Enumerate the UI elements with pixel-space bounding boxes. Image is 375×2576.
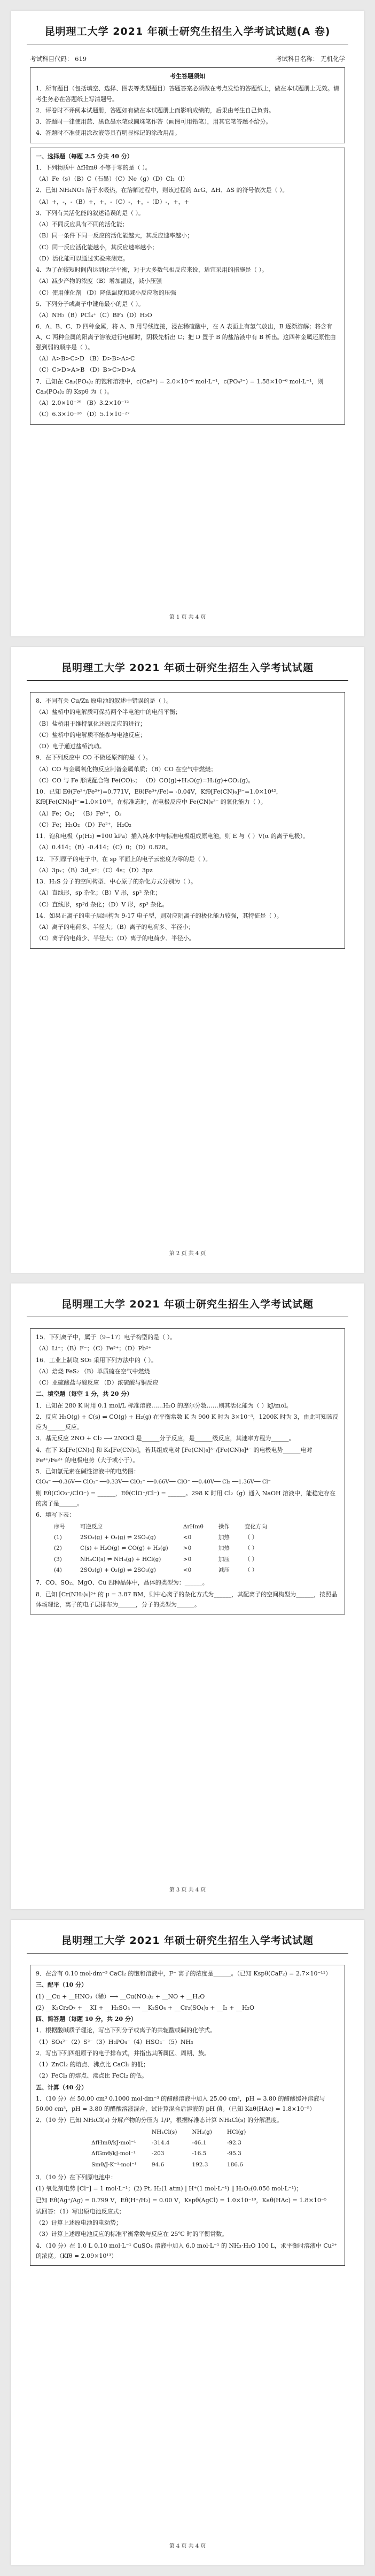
question-line: 6．A、B、C、D 四种金属，将 A、B 用导线连接，浸在稀硫酸中，在 A 表面上有氢气放出，B 逐渐溶解；将含有 A、C 两种金属的阳离子溶液进行电解时，阴极先析出 C；把 D 置于 B 的盐溶液中有 B 析出。这四种金属还原性由强到弱的顺序是（ ）。: [36, 323, 336, 351]
question-line: 2．（10 分）已知 NH₄Cl(s) 分解产物的分压为 1/P，根据标准态计算 NH₄Cl(s) 的分解温度。: [36, 2117, 283, 2124]
question-line: （A）Li⁺；（B）F⁻；（C）Fe³⁺；（D）Pb²⁺: [36, 1345, 152, 1352]
question-line: 试回答：（1）写出原电池反应式；: [36, 2208, 125, 2215]
question-line: （A）盐桥中的电解质可保持两个半电池中的电荷平衡；: [36, 709, 181, 716]
questions-frame: [30, 692, 345, 949]
table-cell: 2SO₂(g) + O₂(g) ⇌ 2SO₃(g): [80, 1534, 156, 1541]
table-header: 可逆反应: [80, 1523, 103, 1530]
question-line: （2）FeCl₃ 的熔点、沸点比 FeCl₂ 的低。: [36, 2072, 148, 2080]
question-line: （A）0.414；（B）-0.414；（C）0；（D）0.828。: [36, 844, 171, 851]
table-cell: -46.1: [192, 2139, 207, 2146]
instruction-item: 4．答题时不准使用涂改液等具有明显标记的涂改用品。: [36, 129, 181, 137]
section-heading: 二、填空题（每空 1 分，共 20 分）: [36, 1390, 133, 1398]
table-cell: （ ）: [244, 1545, 258, 1552]
exam-meta: [30, 53, 345, 64]
question-line: 4．（10 分）在 1.0 L 0.10 mol·L⁻¹ CuSO₄ 溶液中加入 6.0 mol·L⁻¹ 的 NH₃·H₂O 100 L，求平衡时溶液中 Cu²⁺ 的浓度。（Kfθ = 2.09×10¹³）: [36, 2242, 338, 2259]
table-cell: 186.6: [226, 2161, 243, 2168]
question-line: （C）Fe；H₂O₂ （D）Fe²⁺，H₂O₂: [36, 821, 131, 828]
table-row: [84, 2137, 253, 2148]
question-line: （2）计算上述原电池的电动势；: [36, 2219, 122, 2226]
question-line: （C）使用催化剂 （D）降低温度和减小反应物的压强: [36, 289, 176, 296]
question-line: （3）计算上述原电池反应的标准平衡常数与反应在 25℃ 时的平衡常数。: [36, 2231, 228, 2238]
table-cell: 加热: [218, 1534, 230, 1541]
table-header: ΔrHmθ: [183, 1523, 204, 1530]
title-divider: [27, 680, 348, 681]
questions-frame: [30, 1328, 345, 1614]
page-footer: 第 2 页 共 4 页: [169, 1251, 206, 1257]
questions-frame: [30, 1965, 345, 2266]
table-header-row: [46, 1521, 275, 1532]
table-cell: 加热: [218, 1545, 230, 1552]
question-line: （D）活化能可以通过实验来测定。: [36, 255, 129, 262]
table-cell: (1): [54, 1534, 62, 1541]
thermo-data-table: [84, 2127, 253, 2171]
page-footer: 第 1 页 共 4 页: [169, 614, 206, 620]
table-header-row: [84, 2127, 253, 2137]
question-line: （A）减少产物的浓度（B）增加温度，减小压强: [36, 278, 162, 285]
question-line: 15．下列离子中，属于（9~17）电子构型的是（ ）。: [36, 1334, 176, 1341]
table-header: NH₃(g): [192, 2128, 212, 2135]
question-line: 5．已知氯元素在碱性溶液中的电势图：: [36, 1468, 139, 1475]
page-content: [30, 1965, 345, 2266]
question-line: 9．在含有 0.10 mol·dm⁻³ CaCl₂ 的饱和溶液中，F⁻ 离子的浓度是______。（已知 Kspθ(CaF₂) = 2.7×10⁻¹¹）: [36, 1970, 332, 1977]
question-line: 1．已知在 280 K 时用 0.1 mol/L 标准溶液……H₂O 的摩尔分数……则其活化能为（ ）kJ/mol。: [36, 1402, 292, 1409]
table-cell: （ ）: [244, 1567, 258, 1573]
questions-frame: [30, 148, 345, 425]
question-line: 已知 Eθ(Ag⁺/Ag) = 0.799 V，Eθ(H⁺/H₂) = 0.00 V，Kspθ(AgCl) = 1.0×10⁻¹⁰，Kaθ(HAc) = 1.8×10⁻⁵: [36, 2196, 327, 2204]
page-title: 昆明理工大学 2021 年硕士研究生招生入学考试试题: [61, 1298, 314, 1310]
table-cell: （ ）: [244, 1556, 258, 1563]
page-title: 昆明理工大学 2021 年硕士研究生招生入学考试试题: [61, 662, 314, 674]
table-cell: ΔfHmθ/kJ·mol⁻¹: [91, 2139, 136, 2146]
page-footer: 第 4 页 共 4 页: [169, 2543, 206, 2549]
question-line: （A）NH₃（B）PCl₄⁺（C）BF₃（D）H₂O: [36, 312, 152, 319]
question-line: 1．根据酸碱质子理论，写出下列分子或离子的共轭酸或碱的化学式。: [36, 2027, 216, 2034]
question-line: (1) __Cu + __HNO₃（稀）⟶ __Cu(NO₃)₂ + __NO + __H₂O: [36, 1993, 205, 2000]
question-line: （C）6.3×10⁻¹⁸ （D）5.1×10⁻²⁷: [36, 411, 130, 418]
table-header: 操作: [218, 1523, 230, 1530]
table-cell: <0: [183, 1534, 192, 1541]
instruction-item: 3．答题时一律使用蓝、黑色墨水笔或圆珠笔作答（画图可用铅笔），用其它笔答题不给分。: [36, 118, 272, 126]
question-line: 1．（10 分）在 50.00 cm³ 0.1000 mol·dm⁻³ 的醋酸溶液中加入 25.00 cm³，pH = 3.80 的醋酸缓冲溶液与 50.00 cm³，pH = 3.80 的醋酸溶液混合，试计算混合后溶液的 pH 值。（已知 Kaθ(HAc) = 1.8×10⁻⁵）: [36, 2095, 325, 2112]
question-line: （C）离子的电荷少、半径大；（D）离子的电荷少、半径小。: [36, 935, 195, 942]
title-divider: [27, 1953, 348, 1954]
question-line: 2．已知 NH₄NO₃ 溶于水吸热，在溶解过程中，则该过程的 ΔrG、ΔH、ΔS 的符号依次是（ ）。: [36, 187, 288, 194]
question-line: （1）SO₄²⁻（2）S²⁻（3）H₂PO₄⁻（4）HSO₄⁻（5）NH₃: [36, 2038, 193, 2046]
table-cell: （ ）: [244, 1534, 258, 1541]
question-line: 8．已知 [Cr(NH₃)₆]³⁺ 的 μ = 3.87 BM，则中心离子的杂化方式为______，其配离子的空间构型为______，按照晶体场理论，离子的电子层排布为______，分子的类型为______。: [36, 1590, 338, 1608]
question-line: （A）Fe（s）（B）C（石墨）（C）Ne（g）（D）Cl₂（l）: [36, 175, 189, 183]
table-cell: -16.5: [192, 2150, 207, 2157]
question-line: （A）A>B>C>D （B）D>B>A>C: [36, 355, 135, 363]
section-heading: 五、计算（40 分）: [36, 2083, 88, 2091]
page-content: [30, 1328, 345, 1614]
table-cell: 192.3: [192, 2161, 208, 2168]
question-line: (1) 氧化剂电势 [Cl⁻] = 1 mol·L⁻¹；(2) Pt, H₂(1 atm) | H⁺(1 mol·L⁻¹) ‖ H₂O₂(0.056 mol·L⁻¹)；: [36, 2185, 302, 2193]
table-cell: (4): [54, 1567, 62, 1573]
question-line: 14．如果正离子的电子层结构为 9-17 电子型，则对应阴离子的极化能力较强，其特征是（ ）。: [36, 912, 283, 919]
question-line: 2．反应 H₂O(g) + C(s) ⇌ CO(g) + H₂(g) 在平衡常数 K 为 900 K 时为 3×10⁻³，1200K 时为 3，由此可知该反应为______反应。: [36, 1413, 339, 1431]
question-line: （C）CO 与 Fe 形成配合物 Fe(CO)₅； （D）CO(g)+H₂O(g)=H₂(g)+CO₂(g)。: [36, 776, 254, 784]
exam-page-4: [11, 1920, 364, 2565]
table-cell: <0: [183, 1567, 192, 1573]
exam-page-3: [11, 1283, 364, 1909]
table-cell: 减压: [218, 1567, 230, 1573]
question-line: 4．为了在较短时间内达到化学平衡，对于大多数气相反应来说，适宜采用的措施是（ ）。: [36, 266, 268, 274]
subject-code: 考试科目代码： 619: [30, 55, 87, 63]
question-line: （A）不同反应具有不同的活化能；: [36, 221, 128, 228]
question-line: 10．已知 Eθ(Fe³⁺/Fe²⁺)=0.771V，Eθ(Fe³⁺/Fe)= -0.04V，Kfθ[Fe(CN)₆]³⁻=1.0×10⁴²，Kfθ[Fe(CN)₆]⁴⁻=1.0×10³⁵，在标准态时，在电极反应中 Fe(CN)₆³⁻ 的氧化能力（ ）。: [36, 788, 282, 806]
page-content: [30, 692, 345, 949]
table-row: [46, 1543, 275, 1554]
table-cell: 加压: [218, 1556, 230, 1563]
table-header: NH₄Cl(s): [151, 2128, 177, 2135]
table-row: [84, 2159, 253, 2170]
question-line: 16．工业上制取 SO₂ 采用下列方法中的（ ）。: [36, 1356, 157, 1364]
table-header: 变化方向: [244, 1523, 267, 1530]
question-line: (2) __K₂Cr₂O₇ + __KI + __H₂SO₄ ⟶ __K₂SO₄ + __Cr₂(SO₄)₃ + __I₂ + __H₂O: [36, 2004, 254, 2011]
question-line: （A）焙烧 FeS₂ （B）单质硫在空气中燃烧: [36, 1367, 150, 1375]
question-line: 13．H₂S 分子的空间构型、中心原子的杂化方式分别为（ ）。: [36, 878, 197, 885]
exam-page-1: [11, 11, 364, 636]
instructions-box: [30, 67, 345, 143]
table-row: [46, 1532, 275, 1543]
section-heading: 一、选择题（每题 2.5 分共 40 分）: [36, 152, 133, 160]
table-cell: 2SO₂(g) + O₂(g) ⇌ 2SO₃(g): [80, 1567, 156, 1573]
question-line: 12．下列原子的电子中，在 sp 平面上的电子云密度为零的是（ ）。: [36, 855, 212, 863]
table-row: [46, 1565, 275, 1575]
potential-diagram: ClO₄⁻ ──0.36V── ClO₃⁻ ──0.33V── ClO₂⁻ ──0.66V── ClO⁻ ──0.40V── Cl₂ ──1.36V── Cl⁻: [36, 1479, 271, 1486]
instructions-title: 考生答题须知: [170, 73, 205, 80]
table-cell: -203: [151, 2150, 165, 2157]
table-header: 序号: [54, 1523, 65, 1530]
table-cell: -92.3: [226, 2139, 241, 2146]
question-line: （A）+，-，-（B）+，+，-（C）-，+，-（D）-，+，+: [36, 198, 189, 205]
table-cell: -314.4: [151, 2139, 170, 2146]
page-footer: 第 3 页 共 4 页: [169, 1887, 206, 1893]
question-line: 11．饱和电极（p(H₂) =100 kPa）插入纯水中与标准电极组成原电池，则 E 与（ ）V(α 的离子电极）。: [36, 833, 309, 840]
question-line: （D）电子通过盐桥流动。: [36, 743, 105, 750]
question-line: （B）同一条件下同一反应的活化能越大，其反应速率越小；: [36, 232, 193, 240]
question-line: 7．已知在 Ca₃(PO₄)₂ 的饱和溶液中，c(Ca²⁺) = 2.0×10⁻⁶ mol·L⁻¹，c(PO₄³⁻) = 1.58×10⁻⁶ mol·L⁻¹，则 Ca₃(PO₄)₂ 的 Kspθ 为（ ）。: [36, 378, 324, 395]
question-line: （A）CO 与金属氧化物反应制备金属单质；（B）CO 在空气中燃烧；: [36, 765, 217, 773]
table-row: [46, 1554, 275, 1565]
table-cell: -95.3: [226, 2150, 241, 2157]
table-cell: ΔfGmθ/kJ·mol⁻¹: [91, 2150, 136, 2157]
table-cell: >0: [183, 1556, 192, 1563]
question-line: （A）离子的电荷多、半径大；（B）离子的电荷多、半径小；: [36, 924, 194, 931]
question-line: （A）2.0×10⁻²⁹ （B）3.2×10⁻¹²: [36, 399, 129, 407]
table-header: HCl(g): [226, 2128, 246, 2135]
instruction-item: 2．评卷时不评阅本试题册，答题如有做在本试题册上而影响成绩的，后果由考生自己负责。: [36, 106, 275, 114]
table-cell: C(s) + H₂O(g) ⇌ CO(g) + H₂(g): [80, 1545, 168, 1552]
question-line: （C）亚硫酸盐与酸反应 （D）浓硫酸与铜反应: [36, 1379, 159, 1386]
question-line: 3．基元反应 2NO + Cl₂ ⟶ 2NOCl 是______分子反应，是______级反应，其速率方程为______。: [36, 1435, 295, 1442]
question-line: （A）Fe；O₂； （B）Fe²⁺，O₂: [36, 810, 122, 817]
question-line: 1．下列物质中 ΔfHmθ 不等于零的是（ ）。: [36, 164, 151, 171]
question-line: （A）3pₓ；（B）3d_z²；（C）4s；（D）3pz: [36, 866, 153, 874]
section-heading: 三、配平（10 分）: [36, 1981, 88, 1989]
question-line: （1）ZnCl₂ 的熔点、沸点比 CaCl₂ 的低；: [36, 2061, 149, 2068]
question-line: 则 Eθ(ClO₃⁻/ClO⁻) = ______，Eθ(ClO⁻/Cl⁻) = ______。298 K 时用 Cl₂（g）通入 NaOH 溶液中，能稳定存在的离子是______。: [36, 1489, 336, 1507]
exam-page-2: [11, 647, 364, 1273]
question-line: 5．下列分子或离子中键角最小的是（ ）。: [36, 300, 144, 307]
question-line: （C）直线形，sp³d 杂化；（D）V 形，sp³ 杂化。: [36, 901, 168, 908]
question-line: （C）同一反应活化能越小，其反应速率越小；: [36, 243, 158, 251]
page-title: 昆明理工大学 2021 年硕士研究生招生入学考试试题: [61, 1935, 314, 1947]
page-title: 昆明理工大学 2021 年硕士研究生招生入学考试试题(A 卷): [44, 26, 331, 37]
question-line: （C）C>D>A>B （D）B>C>D>A: [36, 366, 136, 374]
table-cell: (2): [54, 1545, 62, 1552]
question-line: 7．CO、SO₂、MgO、Cu 四种晶体中，晶体的类型为：______。: [36, 1579, 208, 1587]
table-header: [84, 2127, 144, 2137]
equilibrium-table: [46, 1521, 275, 1576]
instruction-item: 1．所有题目（包括填空、选择、图表等类型题目）答题答案必须做在考点发给的答题纸上，做在本试题册上无效。请考生务必在答题纸上写清题号。: [36, 85, 339, 103]
question-line: 9．在下列反应中 CO 不做还原剂的是（ ）。: [36, 754, 152, 762]
table-cell: >0: [183, 1545, 192, 1552]
table-row: [84, 2148, 253, 2159]
question-line: 8．不同有关 Cu/Zn 原电池的叙述中错误的是（ ）。: [36, 697, 172, 704]
page-content: [30, 53, 345, 425]
table-cell: 94.6: [151, 2161, 165, 2168]
question-line: 6．填写下表：: [36, 1511, 75, 1519]
question-line: 3．下列有关活化能的叙述错误的是（ ）。: [36, 209, 144, 217]
question-line: 2．写出下列四组原子的电子排布式，并指出其所属区、周期、族。: [36, 2049, 210, 2057]
section-heading: 四、简答题（每题 10 分，共 20 分）: [36, 2016, 137, 2023]
table-cell: Smθ/J·K⁻¹·mol⁻¹: [91, 2161, 137, 2168]
question-line: （B）盐桥用于维持氧化还原反应的进行；: [36, 720, 146, 727]
question-line: （C）盐桥中的电解质不能参与电池反应；: [36, 731, 146, 739]
question-line: （A）直线形，sp 杂化；（B）V 形，sp² 杂化；: [36, 889, 161, 897]
table-cell: (3): [54, 1556, 62, 1563]
question-line: 4．在下 K₃[Fe(CN)₆] 和 K₄[Fe(CN)₆]，若其组成电对 [Fe(CN)₆]³⁻/[Fe(CN)₆]⁴⁻ 的电极电势______电对 Fe³⁺/Fe²⁺ 的电极电势（大于或小于）。: [36, 1446, 312, 1464]
question-line: 3．（10 分）在下列原电池中：: [36, 2174, 116, 2181]
subject-name: 考试科目名称： 无机化学: [275, 55, 345, 63]
table-cell: NH₄Cl(s) ⇌ NH₃(g) + HCl(g): [80, 1556, 161, 1563]
